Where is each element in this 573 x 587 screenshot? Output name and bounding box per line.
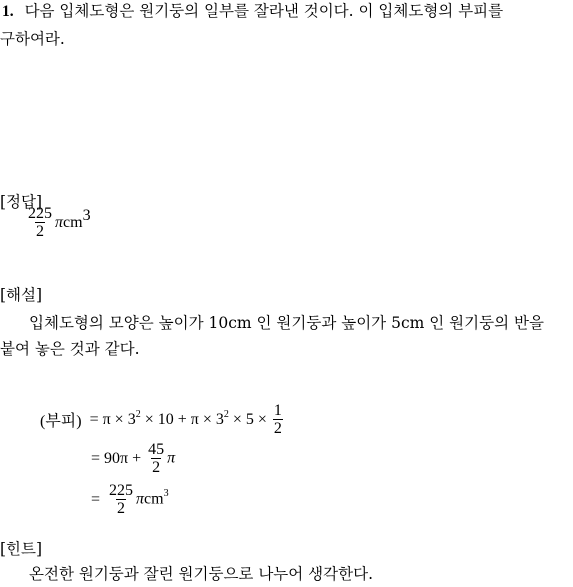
eq1-exp1: 2 (135, 408, 141, 420)
eq3-exponent: 3 (163, 488, 169, 500)
explanation-line-1: 입체도형의 모양은 높이가 10cm 인 원기둥과 높이가 5cm 인 원기둥의 반을 (29, 314, 544, 332)
eq3-numerator: 225 (109, 482, 134, 499)
answer-expression (25, 205, 91, 240)
answer-denominator: 2 (36, 223, 44, 240)
explanation-line-2: 붙여 놓은 것과 같다. (0, 340, 140, 358)
answer-exponent: 3 (82, 207, 91, 224)
equation-line-1 (40, 402, 285, 437)
eq1-fraction (273, 402, 283, 437)
explanation-heading: [해설] (0, 286, 43, 304)
problem-text-1: 다음 입체도형은 원기둥의 일부를 잘라낸 것이다. 이 입체도형의 부피를 (24, 2, 504, 20)
eq2-numerator: 45 (148, 441, 165, 458)
volume-label: (부피) (40, 413, 82, 430)
eq3-rhs: = (91, 490, 101, 508)
eq1-exp2: 2 (223, 408, 229, 420)
eq1-numerator: 1 (273, 402, 282, 419)
answer-fraction (27, 205, 53, 240)
eq2-rhs: = 90π + (91, 449, 142, 467)
eq3-unit: cm (144, 490, 164, 508)
eq3-pi: π (136, 490, 145, 508)
answer-pi: π (55, 214, 64, 231)
problem-line-1 (2, 0, 503, 25)
hint-heading: [힌트] (0, 540, 43, 558)
eq1-rhs: = π × 3 (89, 410, 136, 428)
answer-numerator: 225 (28, 205, 52, 222)
eq1-tail: × 5 × (228, 410, 267, 428)
answer-unit: cm (63, 214, 83, 231)
problem-number: 1. (2, 3, 14, 20)
eq3-denominator: 2 (117, 500, 126, 517)
answer-heading: [정답] (0, 193, 43, 211)
eq2-pi: π (167, 449, 176, 467)
eq2-denominator: 2 (152, 459, 161, 476)
eq3-fraction (108, 482, 134, 517)
problem-text-2: 구하여라. (0, 30, 65, 48)
eq1-mid: × 10 + π × 3 (140, 410, 224, 428)
eq1-denominator: 2 (273, 420, 282, 437)
hint-text: 온전한 원기둥과 잘린 원기둥으로 나누어 생각한다. (29, 565, 373, 583)
equation-line-3 (91, 482, 169, 517)
equation-line-2 (91, 441, 175, 476)
eq2-fraction (147, 441, 165, 476)
